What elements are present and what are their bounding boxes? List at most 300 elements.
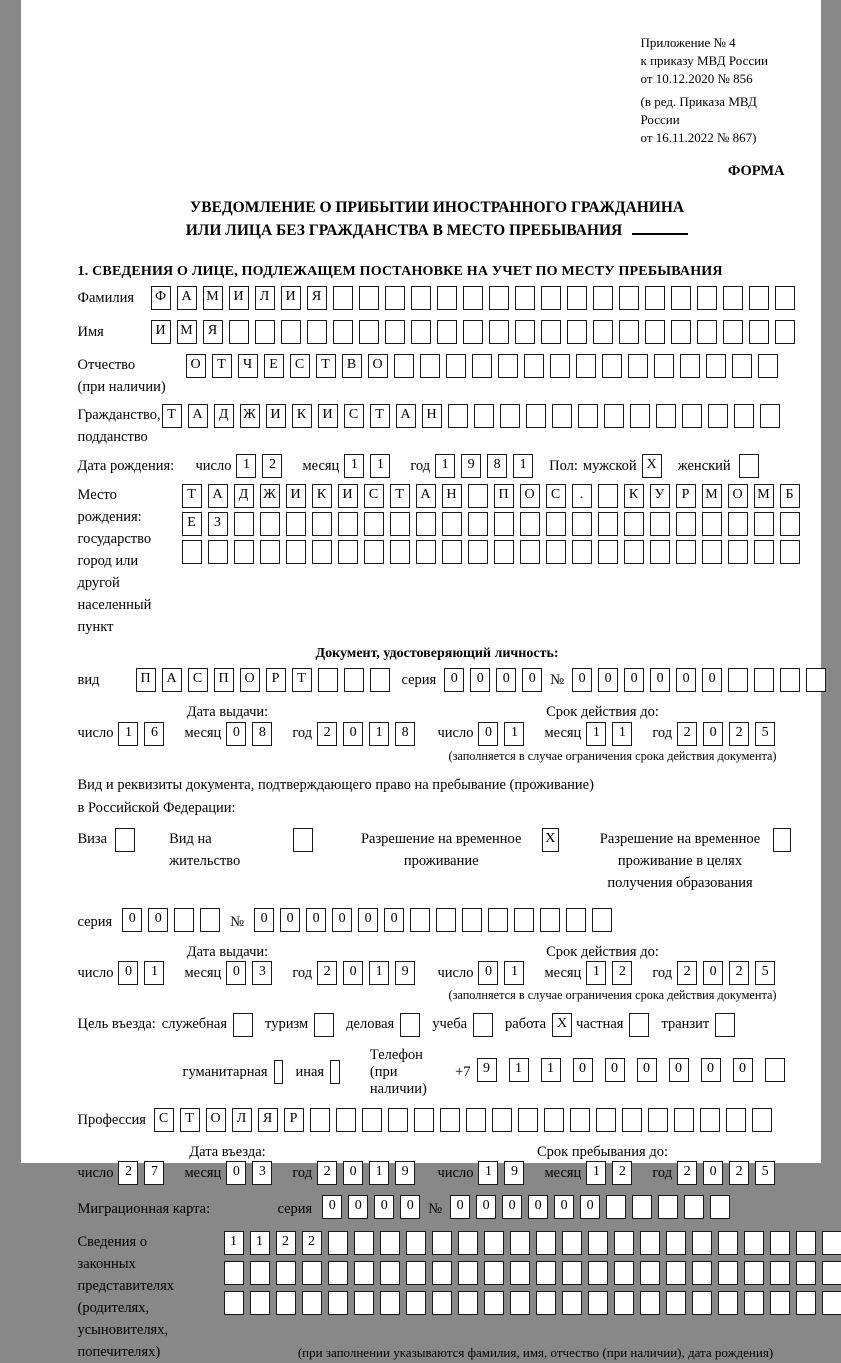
char-box[interactable] xyxy=(494,512,514,536)
char-box[interactable] xyxy=(780,512,800,536)
char-box[interactable] xyxy=(550,354,570,378)
char-box[interactable]: 0 xyxy=(226,722,246,746)
char-box[interactable] xyxy=(614,1231,634,1255)
char-box[interactable]: 0 xyxy=(701,1058,721,1082)
char-box[interactable]: Ж xyxy=(240,404,260,428)
char-box[interactable]: 0 xyxy=(476,1195,496,1219)
char-box[interactable] xyxy=(307,320,327,344)
char-box[interactable] xyxy=(702,512,722,536)
char-box[interactable] xyxy=(593,320,613,344)
char-box[interactable] xyxy=(754,540,774,564)
char-box[interactable] xyxy=(770,1261,790,1285)
char-box[interactable]: 3 xyxy=(252,961,272,985)
char-box[interactable] xyxy=(390,540,410,564)
char-box[interactable]: 2 xyxy=(262,454,282,478)
char-box[interactable] xyxy=(536,1261,556,1285)
purpose-other-checkbox[interactable] xyxy=(330,1060,340,1084)
char-box[interactable] xyxy=(432,1291,452,1315)
char-box[interactable] xyxy=(728,540,748,564)
char-box[interactable] xyxy=(676,540,696,564)
char-box[interactable]: 9 xyxy=(461,454,481,478)
char-box[interactable]: С xyxy=(344,404,364,428)
char-box[interactable]: 2 xyxy=(317,961,337,985)
char-box[interactable]: 2 xyxy=(612,961,632,985)
char-box[interactable] xyxy=(666,1261,686,1285)
char-box[interactable]: 2 xyxy=(276,1231,296,1255)
char-box[interactable]: И xyxy=(338,484,358,508)
char-box[interactable]: 1 xyxy=(586,1161,606,1185)
char-box[interactable] xyxy=(234,540,254,564)
char-box[interactable] xyxy=(526,404,546,428)
char-box[interactable]: К xyxy=(312,484,332,508)
char-box[interactable]: 0 xyxy=(703,1161,723,1185)
char-box[interactable]: А xyxy=(177,286,197,310)
char-box[interactable]: 3 xyxy=(252,1161,272,1185)
char-box[interactable]: 0 xyxy=(702,668,722,692)
char-box[interactable]: 0 xyxy=(573,1058,593,1082)
char-box[interactable] xyxy=(588,1261,608,1285)
char-box[interactable] xyxy=(276,1261,296,1285)
char-box[interactable]: Ж xyxy=(260,484,280,508)
char-box[interactable]: А xyxy=(396,404,416,428)
char-box[interactable]: И xyxy=(286,484,306,508)
char-box[interactable]: 0 xyxy=(343,1161,363,1185)
char-box[interactable]: 9 xyxy=(504,1161,524,1185)
char-box[interactable]: 0 xyxy=(703,961,723,985)
char-box[interactable]: 0 xyxy=(496,668,516,692)
char-box[interactable]: 0 xyxy=(444,668,464,692)
char-box[interactable] xyxy=(546,512,566,536)
char-box[interactable] xyxy=(229,320,249,344)
char-box[interactable]: 0 xyxy=(478,961,498,985)
char-box[interactable]: 2 xyxy=(677,961,697,985)
char-box[interactable] xyxy=(250,1261,270,1285)
char-box[interactable] xyxy=(744,1291,764,1315)
char-box[interactable] xyxy=(706,354,726,378)
char-box[interactable] xyxy=(286,540,306,564)
char-box[interactable] xyxy=(544,1108,564,1132)
char-box[interactable]: 2 xyxy=(317,1161,337,1185)
char-box[interactable] xyxy=(666,1231,686,1255)
char-box[interactable]: 0 xyxy=(522,668,542,692)
char-box[interactable] xyxy=(775,320,795,344)
char-box[interactable] xyxy=(562,1261,582,1285)
residence-permit-checkbox[interactable] xyxy=(293,828,313,852)
char-box[interactable]: С xyxy=(290,354,310,378)
purpose-humanitarian-checkbox[interactable] xyxy=(274,1060,284,1084)
char-box[interactable] xyxy=(822,1231,841,1255)
char-box[interactable] xyxy=(462,908,482,932)
char-box[interactable] xyxy=(572,540,592,564)
char-box[interactable] xyxy=(414,1108,434,1132)
char-box[interactable] xyxy=(518,1108,538,1132)
char-box[interactable] xyxy=(718,1291,738,1315)
char-box[interactable] xyxy=(562,1231,582,1255)
char-box[interactable] xyxy=(380,1261,400,1285)
char-box[interactable] xyxy=(822,1261,841,1285)
char-box[interactable] xyxy=(498,354,518,378)
char-box[interactable] xyxy=(796,1261,816,1285)
char-box[interactable] xyxy=(370,668,390,692)
char-box[interactable]: 0 xyxy=(306,908,326,932)
char-box[interactable]: А xyxy=(208,484,228,508)
char-box[interactable] xyxy=(770,1291,790,1315)
char-box[interactable] xyxy=(692,1231,712,1255)
char-box[interactable]: М xyxy=(754,484,774,508)
char-box[interactable] xyxy=(484,1231,504,1255)
char-box[interactable] xyxy=(744,1261,764,1285)
char-box[interactable] xyxy=(567,286,587,310)
char-box[interactable]: 1 xyxy=(370,454,390,478)
char-box[interactable]: 0 xyxy=(226,961,246,985)
char-box[interactable] xyxy=(390,512,410,536)
char-box[interactable] xyxy=(463,286,483,310)
char-box[interactable]: 0 xyxy=(470,668,490,692)
char-box[interactable] xyxy=(671,320,691,344)
char-box[interactable] xyxy=(515,320,535,344)
char-box[interactable]: И xyxy=(151,320,171,344)
char-box[interactable]: 1 xyxy=(435,454,455,478)
char-box[interactable]: Ч xyxy=(238,354,258,378)
char-box[interactable]: Д xyxy=(234,484,254,508)
char-box[interactable] xyxy=(702,540,722,564)
char-box[interactable] xyxy=(567,320,587,344)
char-box[interactable] xyxy=(680,354,700,378)
char-box[interactable]: 0 xyxy=(528,1195,548,1219)
char-box[interactable] xyxy=(692,1291,712,1315)
char-box[interactable]: 0 xyxy=(254,908,274,932)
char-box[interactable] xyxy=(546,540,566,564)
char-box[interactable] xyxy=(234,512,254,536)
char-box[interactable] xyxy=(333,320,353,344)
char-box[interactable] xyxy=(354,1231,374,1255)
char-box[interactable] xyxy=(338,512,358,536)
char-box[interactable] xyxy=(466,1108,486,1132)
char-box[interactable]: 0 xyxy=(118,961,138,985)
char-box[interactable] xyxy=(674,1108,694,1132)
char-box[interactable]: 1 xyxy=(504,961,524,985)
char-box[interactable]: 0 xyxy=(332,908,352,932)
char-box[interactable] xyxy=(658,1195,678,1219)
char-box[interactable] xyxy=(436,908,456,932)
char-box[interactable] xyxy=(364,540,384,564)
char-box[interactable] xyxy=(302,1291,322,1315)
char-box[interactable] xyxy=(440,1108,460,1132)
char-box[interactable] xyxy=(592,908,612,932)
char-box[interactable]: И xyxy=(266,404,286,428)
char-box[interactable] xyxy=(260,512,280,536)
char-box[interactable] xyxy=(718,1261,738,1285)
char-box[interactable] xyxy=(723,286,743,310)
char-box[interactable] xyxy=(336,1108,356,1132)
char-box[interactable] xyxy=(596,1108,616,1132)
char-box[interactable]: 5 xyxy=(755,961,775,985)
char-box[interactable] xyxy=(536,1231,556,1255)
char-box[interactable] xyxy=(411,286,431,310)
char-box[interactable]: С xyxy=(154,1108,174,1132)
char-box[interactable] xyxy=(514,908,534,932)
char-box[interactable]: К xyxy=(292,404,312,428)
char-box[interactable] xyxy=(770,1231,790,1255)
char-box[interactable]: 2 xyxy=(729,722,749,746)
char-box[interactable] xyxy=(515,286,535,310)
char-box[interactable] xyxy=(822,1291,841,1315)
char-box[interactable] xyxy=(394,354,414,378)
char-box[interactable] xyxy=(645,286,665,310)
char-box[interactable] xyxy=(604,404,624,428)
char-box[interactable]: Р xyxy=(284,1108,304,1132)
char-box[interactable]: Т xyxy=(390,484,410,508)
char-box[interactable]: И xyxy=(229,286,249,310)
char-box[interactable] xyxy=(474,404,494,428)
char-box[interactable] xyxy=(578,404,598,428)
char-box[interactable]: Ф xyxy=(151,286,171,310)
char-box[interactable]: 1 xyxy=(369,1161,389,1185)
char-box[interactable]: 0 xyxy=(148,908,168,932)
char-box[interactable] xyxy=(432,1231,452,1255)
char-box[interactable]: . xyxy=(572,484,592,508)
char-box[interactable] xyxy=(359,286,379,310)
char-box[interactable] xyxy=(697,320,717,344)
char-box[interactable] xyxy=(174,908,194,932)
char-box[interactable]: 2 xyxy=(118,1161,138,1185)
char-box[interactable] xyxy=(749,286,769,310)
char-box[interactable]: 5 xyxy=(755,1161,775,1185)
char-box[interactable] xyxy=(640,1261,660,1285)
char-box[interactable] xyxy=(765,1058,785,1082)
char-box[interactable]: О xyxy=(186,354,206,378)
char-box[interactable]: 1 xyxy=(250,1231,270,1255)
char-box[interactable] xyxy=(697,286,717,310)
char-box[interactable] xyxy=(520,512,540,536)
char-box[interactable]: А xyxy=(188,404,208,428)
char-box[interactable]: Е xyxy=(182,512,202,536)
char-box[interactable] xyxy=(728,668,748,692)
char-box[interactable] xyxy=(650,540,670,564)
char-box[interactable] xyxy=(364,512,384,536)
temp-residence-education-checkbox[interactable] xyxy=(773,828,791,852)
char-box[interactable]: З xyxy=(208,512,228,536)
char-box[interactable] xyxy=(645,320,665,344)
char-box[interactable] xyxy=(682,404,702,428)
gender-male-checkbox[interactable]: X xyxy=(642,454,662,478)
char-box[interactable] xyxy=(640,1231,660,1255)
char-box[interactable]: 0 xyxy=(226,1161,246,1185)
char-box[interactable] xyxy=(588,1291,608,1315)
char-box[interactable] xyxy=(489,320,509,344)
char-box[interactable]: В xyxy=(342,354,362,378)
char-box[interactable]: 0 xyxy=(343,961,363,985)
char-box[interactable] xyxy=(744,1231,764,1255)
char-box[interactable]: 0 xyxy=(733,1058,753,1082)
char-box[interactable] xyxy=(656,404,676,428)
char-box[interactable] xyxy=(524,354,544,378)
char-box[interactable] xyxy=(614,1261,634,1285)
char-box[interactable] xyxy=(250,1291,270,1315)
purpose-tourism-checkbox[interactable] xyxy=(314,1013,334,1037)
char-box[interactable]: С xyxy=(546,484,566,508)
char-box[interactable] xyxy=(749,320,769,344)
char-box[interactable]: Т xyxy=(316,354,336,378)
char-box[interactable] xyxy=(276,1291,296,1315)
char-box[interactable] xyxy=(624,540,644,564)
char-box[interactable]: 2 xyxy=(729,961,749,985)
char-box[interactable] xyxy=(671,286,691,310)
char-box[interactable]: 6 xyxy=(144,722,164,746)
char-box[interactable] xyxy=(510,1231,530,1255)
char-box[interactable] xyxy=(624,512,644,536)
char-box[interactable] xyxy=(754,668,774,692)
char-box[interactable]: 1 xyxy=(504,722,524,746)
char-box[interactable] xyxy=(732,354,752,378)
char-box[interactable] xyxy=(281,320,301,344)
char-box[interactable]: М xyxy=(702,484,722,508)
char-box[interactable]: 2 xyxy=(729,1161,749,1185)
char-box[interactable] xyxy=(362,1108,382,1132)
char-box[interactable] xyxy=(448,404,468,428)
char-box[interactable] xyxy=(632,1195,652,1219)
char-box[interactable]: Б xyxy=(780,484,800,508)
char-box[interactable] xyxy=(388,1108,408,1132)
purpose-official-checkbox[interactable] xyxy=(233,1013,253,1037)
char-box[interactable] xyxy=(255,320,275,344)
char-box[interactable]: Р xyxy=(266,668,286,692)
char-box[interactable]: 0 xyxy=(637,1058,657,1082)
char-box[interactable] xyxy=(796,1231,816,1255)
char-box[interactable] xyxy=(710,1195,730,1219)
char-box[interactable]: 0 xyxy=(502,1195,522,1219)
char-box[interactable]: 1 xyxy=(612,722,632,746)
char-box[interactable] xyxy=(666,1291,686,1315)
char-box[interactable]: 2 xyxy=(302,1231,322,1255)
char-box[interactable]: 0 xyxy=(580,1195,600,1219)
char-box[interactable] xyxy=(494,540,514,564)
char-box[interactable]: Т xyxy=(370,404,390,428)
char-box[interactable] xyxy=(318,668,338,692)
char-box[interactable]: А xyxy=(416,484,436,508)
char-box[interactable] xyxy=(458,1261,478,1285)
char-box[interactable]: Т xyxy=(162,404,182,428)
char-box[interactable] xyxy=(442,512,462,536)
char-box[interactable]: 1 xyxy=(144,961,164,985)
char-box[interactable] xyxy=(726,1108,746,1132)
char-box[interactable]: Я xyxy=(307,286,327,310)
purpose-private-checkbox[interactable] xyxy=(629,1013,649,1037)
char-box[interactable] xyxy=(588,1231,608,1255)
char-box[interactable] xyxy=(780,668,800,692)
char-box[interactable]: И xyxy=(318,404,338,428)
char-box[interactable]: 1 xyxy=(224,1231,244,1255)
char-box[interactable]: О xyxy=(240,668,260,692)
char-box[interactable] xyxy=(410,908,430,932)
char-box[interactable]: 8 xyxy=(487,454,507,478)
char-box[interactable] xyxy=(723,320,743,344)
char-box[interactable]: 8 xyxy=(395,722,415,746)
char-box[interactable]: 2 xyxy=(677,1161,697,1185)
char-box[interactable] xyxy=(333,286,353,310)
char-box[interactable] xyxy=(416,540,436,564)
char-box[interactable]: 1 xyxy=(586,722,606,746)
char-box[interactable] xyxy=(606,1195,626,1219)
char-box[interactable] xyxy=(520,540,540,564)
char-box[interactable]: 0 xyxy=(650,668,670,692)
char-box[interactable] xyxy=(385,320,405,344)
char-box[interactable]: 0 xyxy=(478,722,498,746)
char-box[interactable]: Я xyxy=(258,1108,278,1132)
char-box[interactable]: 1 xyxy=(344,454,364,478)
char-box[interactable] xyxy=(416,512,436,536)
char-box[interactable]: П xyxy=(494,484,514,508)
char-box[interactable]: 0 xyxy=(572,668,592,692)
char-box[interactable] xyxy=(489,286,509,310)
char-box[interactable]: Т xyxy=(292,668,312,692)
char-box[interactable] xyxy=(619,286,639,310)
char-box[interactable] xyxy=(286,512,306,536)
char-box[interactable]: А xyxy=(162,668,182,692)
char-box[interactable] xyxy=(734,404,754,428)
char-box[interactable] xyxy=(432,1261,452,1285)
char-box[interactable] xyxy=(630,404,650,428)
char-box[interactable] xyxy=(602,354,622,378)
char-box[interactable] xyxy=(182,540,202,564)
char-box[interactable] xyxy=(628,354,648,378)
char-box[interactable] xyxy=(796,1291,816,1315)
char-box[interactable] xyxy=(468,540,488,564)
temp-residence-checkbox[interactable]: X xyxy=(542,828,559,852)
char-box[interactable] xyxy=(676,512,696,536)
char-box[interactable] xyxy=(700,1108,720,1132)
char-box[interactable] xyxy=(570,1108,590,1132)
char-box[interactable] xyxy=(541,320,561,344)
char-box[interactable] xyxy=(484,1261,504,1285)
char-box[interactable]: 0 xyxy=(400,1195,420,1219)
char-box[interactable] xyxy=(385,286,405,310)
char-box[interactable] xyxy=(640,1291,660,1315)
char-box[interactable] xyxy=(728,512,748,536)
char-box[interactable]: О xyxy=(368,354,388,378)
char-box[interactable] xyxy=(354,1261,374,1285)
char-box[interactable] xyxy=(328,1261,348,1285)
char-box[interactable] xyxy=(752,1108,772,1132)
char-box[interactable] xyxy=(598,540,618,564)
char-box[interactable] xyxy=(510,1291,530,1315)
char-box[interactable] xyxy=(302,1261,322,1285)
char-box[interactable]: 0 xyxy=(554,1195,574,1219)
char-box[interactable] xyxy=(650,512,670,536)
char-box[interactable] xyxy=(437,286,457,310)
char-box[interactable]: Л xyxy=(232,1108,252,1132)
char-box[interactable]: О xyxy=(520,484,540,508)
visa-checkbox[interactable] xyxy=(115,828,135,852)
char-box[interactable]: 9 xyxy=(395,1161,415,1185)
char-box[interactable] xyxy=(760,404,780,428)
char-box[interactable]: П xyxy=(136,668,156,692)
char-box[interactable] xyxy=(576,354,596,378)
char-box[interactable] xyxy=(806,668,826,692)
purpose-transit-checkbox[interactable] xyxy=(715,1013,735,1037)
char-box[interactable] xyxy=(510,1261,530,1285)
char-box[interactable]: 2 xyxy=(677,722,697,746)
char-box[interactable]: 0 xyxy=(384,908,404,932)
char-box[interactable] xyxy=(648,1108,668,1132)
char-box[interactable]: 1 xyxy=(369,961,389,985)
char-box[interactable]: 2 xyxy=(317,722,337,746)
char-box[interactable]: Р xyxy=(676,484,696,508)
char-box[interactable] xyxy=(472,354,492,378)
char-box[interactable] xyxy=(708,404,728,428)
char-box[interactable]: С xyxy=(364,484,384,508)
char-box[interactable]: Т xyxy=(182,484,202,508)
